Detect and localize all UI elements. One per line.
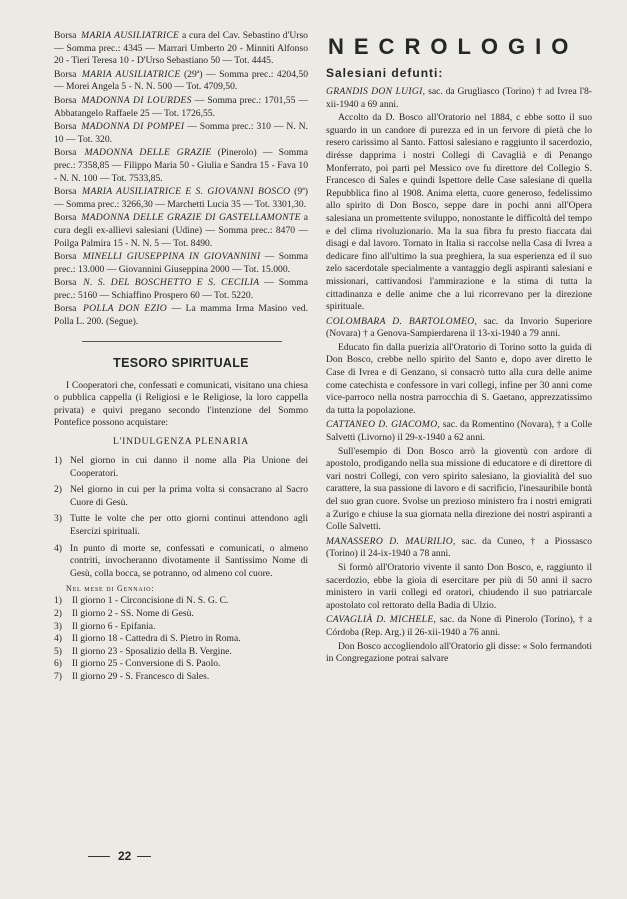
page-number: 22	[88, 849, 151, 863]
date-item: 6) Il giorno 25 - Conversione di S. Paolo.	[54, 658, 221, 670]
borsa-entry: Borsa MADONNA DI LOURDES — Somma prec.: 1701,55 — Abbatangelo Raffaele 25 — Tot. 1726,55.	[54, 94, 308, 119]
borsa-entry: Borsa MADONNA DELLE GRAZIE DI GASTELLAMONTE a cura degli ex-allievi salesiani (Udine) — Somma prec.: 8470 — Poilga Palmira 15 - N. N. 5 — Tot. 8490.	[54, 212, 308, 249]
borsa-entry: Borsa MARIA AUSILIATRICE E S. GIOVANNI BOSCO (9ª) — Somma prec.: 3266,30 — Marchetti Lucia 35 — Tot. 3301,30.	[54, 186, 308, 210]
borsa-name: MADONNA DELLE GRAZIE	[84, 147, 212, 159]
page-title: NECROLOGIO	[328, 34, 579, 59]
borsa-name: MARIA AUSILIATRICE	[81, 30, 180, 41]
obituary	[326, 419, 592, 533]
borsa-name: MARIA AUSILIATRICE E S. GIOVANNI BOSCO	[82, 186, 291, 198]
borsa-entry: Borsa MADONNA DI POMPEI — Somma prec.: 310 — N. N. 10 — Tot. 320.	[54, 121, 308, 145]
right-column	[326, 30, 592, 668]
borsa-entry: Borsa POLLA DON EZIO — La mamma Irma Masino ved. Polla L. 200. (Segue).	[54, 303, 308, 328]
list-item: 2) Nel giorno in cui per la prima volta si consacrano al Sacro Cuore di Gesù.	[54, 484, 308, 508]
borse-list	[54, 30, 308, 329]
date-item: 2) Il giorno 2 - SS. Nome di Gesù.	[54, 607, 194, 619]
obituary-body: Sull'esempio di Don Bosco arrò la gioventù con ardore di apostolo, prodigando nella sua missione di educatore e di direttore di vari nostri Collegi, con vero spirito salesiano, la giovialità del suo carattere, la sua passione di lavoro e di sacrificio, l'inesauribile bontà del suo gran cuore. Svolse un prezioso ministero fra i nostri emigrati a Zurigo e chiuse la sua giornata nella direzione dei nostri aspiranti a Colle Salvetti.	[326, 445, 592, 533]
borsa-name: MARIA AUSILIATRICE	[81, 68, 181, 80]
obituary-name: COLOMBARA D. BARTOLOMEO,	[326, 315, 478, 327]
section-subtitle: Salesiani defunti:	[326, 66, 444, 80]
date-item: 4) Il giorno 18 - Cattedra di S. Pietro in Roma.	[54, 633, 241, 645]
list-item: 4) In punto di morte se, confessati e comunicati, o almeno contriti, invocheranno divotamente il Santissimo Nome di Gesù, colla bocca, se potranno, od almeno col cuore.	[54, 542, 308, 579]
obituary-header: MANASSERO D. MAURILIO, sac. da Cuneo, † a Piossasco (Torino) il 24-ix-1940 a 78 anni.	[326, 535, 592, 560]
list-item: 3) Tutte le volte che per otto giorni continui attendono agli Esercizi spirituali.	[54, 513, 308, 537]
obituary-header: COLOMBARA D. BARTOLOMEO, sac. da Invorio Superiore (Novara) † a Genova-Sampierdarena il 13-xi-1940 a 79 anni.	[326, 315, 592, 340]
obituary-body: Educato fin dalla puerizia all'Oratorio di Torino sotto la guida di Don Bosco, crebbe nello spirito del Santo e, dopo aver diretto le Case di Ivrea e di Genzano, si consacrò tutto alla cura delle anime come catechista e confessore in vari collegi, infine per 30 anni come vice-parroco nella nostra parrocchia di S. Gaetano, apprezzatissimo da tutta la popolazione.	[326, 341, 592, 416]
date-item: 1) Il giorno 1 - Circoncisione di N. S. G. C.	[54, 595, 229, 607]
obituary	[326, 614, 592, 665]
date-list	[54, 595, 308, 683]
borsa-name: MADONNA DI POMPEI	[81, 121, 185, 133]
obituary-name: CATTANEO D. GIACOMO,	[326, 419, 441, 431]
obituary-name: MANASSERO D. MAURILIO,	[326, 535, 456, 547]
obituary	[326, 536, 592, 613]
borsa-entry: Borsa MINELLI GIUSEPPINA IN GIOVANNINI — Somma prec.: 13.000 — Giovannini Giuseppina 2000 — Tot. 15.000.	[54, 251, 309, 275]
borsa-name: MINELLI GIUSEPPINA IN GIOVANNINI	[82, 251, 261, 263]
obituary-body: Accolto da D. Bosco all'Oratorio nel 1884, c ebbe sotto il suo sguardo in un candore di purezza ed in un fervore di pietà che lo resero carissimo al Santo. Fattosi salesiano e raggiunto il sacerdozio, dirésse dapprima i nostri Collegi di Cavaglià e di Penango Monferrato, poi partì pel Messico ove fu direttore del Collegio S. Francesco di Sales e quindi Ispettore delle Case salesiane di quella Repubblica fino al 1908. Anima eletta, cuore generoso, fedelissimo allo spirito di Don Bosco, seppe dare in pochi anni all'Opera salesiana un promettente sviluppo, nonostante le difficoltà del tempo e del clima rivoluzionario. Ma la sua fibra fu presto fiaccata dai disagi e dal lavoro. Tornato in Italia si raccolse nella Casa di Ivrea a dedicare fino all'ultimo la sua preghiera, la sua esperienza ed il suo zelo sacerdotale specialmente a vantaggio degli aspiranti salesiani e missionari, cattivandosi l'ammirazione e la stima di tutta la cittadinanza e delle anime che a lui ricorrevano per la direzione spirituale.	[326, 112, 592, 313]
obituary-name: CAVAGLIÀ D. MICHELE,	[326, 614, 437, 626]
obituary-name: GRANDIS DON LUIGI,	[326, 86, 426, 97]
borsa-entry: Borsa MARIA AUSILIATRICE (29ª) — Somma prec.: 4204,50 — Morei Angela 5 - N. N. 500 — Tot. 4709,50.	[54, 68, 308, 93]
date-item: 5) Il giorno 23 - Sposalizio della B. Vergine.	[54, 645, 232, 657]
obituary-header: CATTANEO D. GIACOMO, sac. da Romentino (Novara), † a Colle Salvetti (Livorno) il 29-x-1940 a 62 anni.	[326, 419, 593, 444]
left-column	[54, 30, 308, 684]
borsa-entry: Borsa MARIA AUSILIATRICE a cura del Cav. Sebastino d'Urso — Somma prec.: 4345 — Marrari Umberto 20 - Minniti Alfonso 20 - Tieri Teresa 10 - D'Urso Sebastiano 50 — Tot. 4445.	[54, 30, 308, 67]
date-item: 3) Il giorno 6 - Epifania.	[54, 620, 156, 632]
obituary-body: Si formò all'Oratorio vivente il santo Don Bosco, e, raggiunto il sacerdozio, ebbe la gioia di esercitare per più di 50 anni il sacro ministero in varii collegi ed oratori, chiudendo il suo patriarcale apostolato col rettorato della Badia di Ulzio.	[326, 561, 592, 611]
borsa-name: MADONNA DELLE GRAZIE DI GASTELLAMONTE	[81, 212, 301, 224]
borsa-name: N. S. DEL BOSCHETTO E S. CECILIA	[83, 277, 260, 289]
month-label: Nel mese di Gennaio:	[66, 584, 155, 594]
tesoro-section	[54, 356, 308, 684]
borsa-name: POLLA DON EZIO	[82, 303, 167, 315]
obituary-body: Don Bosco accogliendolo all'Oratorio gli disse: « Solo fermandoti in Congregazione potrai salvare	[326, 640, 592, 665]
obituary	[326, 316, 592, 418]
borsa-entry: Borsa N. S. DEL BOSCHETTO E S. CECILIA — Somma prec.: 5160 — Schiaffino Prospero 60 — Tot. 5220.	[54, 277, 309, 301]
indulgence-heading: L'INDULGENZA PLENARIA	[112, 436, 250, 448]
obituary-header: CAVAGLIÀ D. MICHELE, sac. da None di Pinerolo (Torino), † a Córdoba (Rep. Arg.) il 26-xii-1940 a 76 anni.	[326, 614, 593, 638]
obituary	[326, 86, 592, 314]
obituary-header: GRANDIS DON LUIGI, sac. da Grugliasco (Torino) † ad Ivrea l'8-xii-1940 a 69 anni.	[326, 86, 592, 110]
list-item: 1) Nel giorno in cui danno il nome alla Pia Unione dei Cooperatori.	[54, 455, 308, 479]
borsa-name: MADONNA DI LOURDES	[81, 94, 192, 106]
borsa-entry: Borsa MADONNA DELLE GRAZIE (Pinerolo) — Somma prec.: 7358,85 — Filippo Maria 50 - Giulia e Sandra 15 - Fava 10 - N. N. 100 — Tot. 7533,85.	[54, 147, 308, 184]
date-item: 7) Il giorno 29 - S. Francesco di Sales.	[54, 670, 210, 682]
section-title: TESORO SPIRITUALE	[113, 355, 249, 370]
section-divider	[82, 341, 282, 342]
intro-paragraph: I Cooperatori che, confessati e comunicati, visitano una chiesa o pubblica cappella (i Religiosi e le Religiose, la loro cappella privata) e quivi pregano secondo l'intenzione del Sommo Pontefice possono acquistare:	[54, 379, 308, 429]
